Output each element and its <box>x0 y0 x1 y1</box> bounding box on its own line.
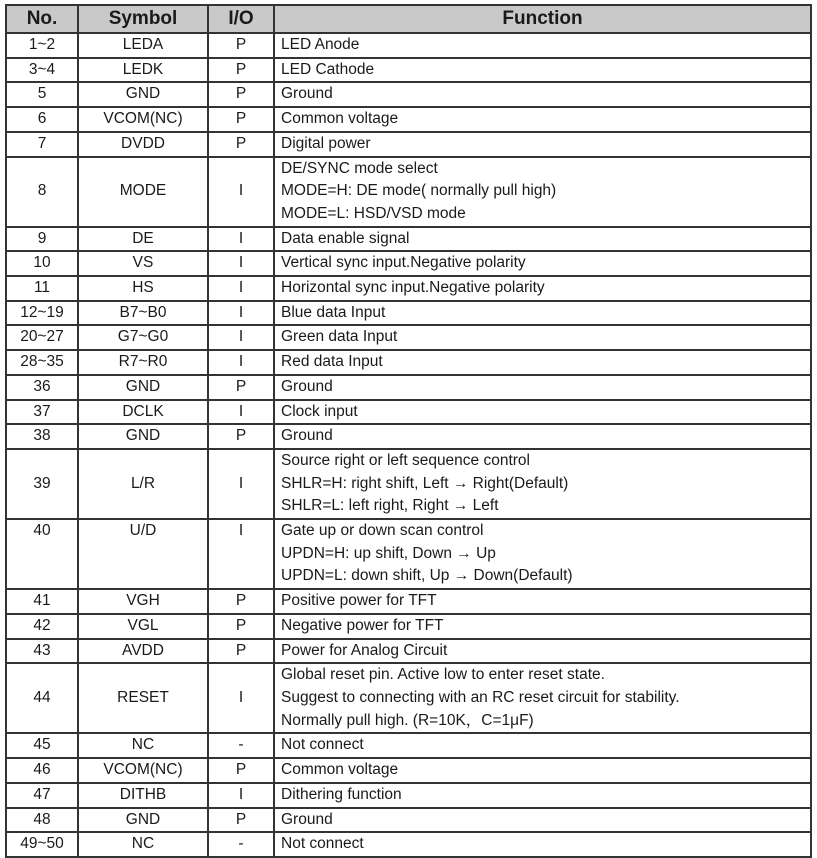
pin-number-cell: 38 <box>6 424 78 449</box>
symbol-cell: GND <box>78 82 208 107</box>
function-line: DE/SYNC mode select <box>281 159 438 177</box>
io-cell: I <box>208 325 274 350</box>
function-cell <box>274 733 811 758</box>
table-row <box>6 783 811 808</box>
table-row <box>6 325 811 350</box>
function-cell <box>274 157 811 227</box>
io-cell: I <box>208 227 274 252</box>
table-row <box>6 33 811 58</box>
function-cell <box>274 400 811 425</box>
pin-number-cell: 36 <box>6 375 78 400</box>
function-cell <box>274 58 811 83</box>
io-cell: I <box>208 519 274 589</box>
io-cell: - <box>208 733 274 758</box>
io-cell: I <box>208 350 274 375</box>
function-cell <box>274 758 811 783</box>
table-row <box>6 424 811 449</box>
table-row <box>6 157 811 227</box>
function-line: Digital power <box>281 134 371 152</box>
pin-number-cell: 3~4 <box>6 58 78 83</box>
pin-number-cell: 9 <box>6 227 78 252</box>
pin-number-cell: 41 <box>6 589 78 614</box>
pin-assignment-table <box>5 4 812 858</box>
io-cell: I <box>208 400 274 425</box>
io-cell: I <box>208 663 274 733</box>
function-line: Data enable signal <box>281 229 410 247</box>
function-cell <box>274 449 811 519</box>
header-io: I/O <box>208 5 274 33</box>
table-header-row <box>6 5 811 33</box>
pin-number-cell: 48 <box>6 808 78 833</box>
function-line: Dithering function <box>281 785 402 803</box>
symbol-cell: VGH <box>78 589 208 614</box>
symbol-cell: VCOM(NC) <box>78 107 208 132</box>
function-cell <box>274 783 811 808</box>
table-row <box>6 276 811 301</box>
symbol-cell: GND <box>78 808 208 833</box>
table-row <box>6 639 811 664</box>
function-line: Gate up or down scan control <box>281 522 484 540</box>
function-cell <box>274 107 811 132</box>
function-cell <box>274 663 811 733</box>
pin-number-cell: 5 <box>6 82 78 107</box>
pin-number-cell: 42 <box>6 614 78 639</box>
pin-number-cell: 28~35 <box>6 350 78 375</box>
function-line: LED Anode <box>281 36 360 53</box>
function-line: SHLR=H: right shift, Left → Right(Default) <box>281 474 569 492</box>
function-line: Green data Input <box>281 328 398 346</box>
pin-number-cell: 43 <box>6 639 78 664</box>
pin-number-cell: 44 <box>6 663 78 733</box>
function-cell <box>274 424 811 449</box>
io-cell: I <box>208 783 274 808</box>
io-cell: P <box>208 808 274 833</box>
function-cell <box>274 82 811 107</box>
symbol-cell: R7~R0 <box>78 350 208 375</box>
symbol-cell: NC <box>78 733 208 758</box>
function-line: MODE=H: DE mode( normally pull high) <box>281 182 557 200</box>
pin-number-cell: 39 <box>6 449 78 519</box>
function-line: Blue data Input <box>281 303 386 321</box>
io-cell: P <box>208 639 274 664</box>
symbol-cell: G7~G0 <box>78 325 208 350</box>
io-cell: P <box>208 107 274 132</box>
symbol-cell: LEDK <box>78 58 208 83</box>
io-cell: - <box>208 832 274 857</box>
function-cell <box>274 33 811 58</box>
io-cell: P <box>208 132 274 157</box>
function-line: Clock input <box>281 402 358 420</box>
pin-number-cell: 7 <box>6 132 78 157</box>
io-cell: P <box>208 58 274 83</box>
function-line: Ground <box>281 810 333 828</box>
table-row <box>6 132 811 157</box>
function-line: Suggest to connecting with an RC reset circuit for stability. <box>281 688 680 706</box>
io-cell: P <box>208 589 274 614</box>
pin-number-cell: 49~50 <box>6 832 78 857</box>
function-cell <box>274 375 811 400</box>
pin-number-cell: 12~19 <box>6 301 78 326</box>
pin-number-cell: 40 <box>6 519 78 589</box>
function-cell <box>274 614 811 639</box>
function-line: Vertical sync input.Negative polarity <box>281 254 526 272</box>
function-cell <box>274 227 811 252</box>
table-row <box>6 58 811 83</box>
pin-number-cell: 11 <box>6 276 78 301</box>
table-row <box>6 301 811 326</box>
table-row <box>6 82 811 107</box>
symbol-cell: MODE <box>78 157 208 227</box>
table-row <box>6 400 811 425</box>
io-cell: P <box>208 424 274 449</box>
io-cell: P <box>208 33 274 58</box>
table-row <box>6 808 811 833</box>
pin-number-cell: 10 <box>6 251 78 276</box>
table-row <box>6 251 811 276</box>
function-line: Source right or left sequence control <box>281 451 530 469</box>
function-line: Red data Input <box>281 353 383 371</box>
symbol-cell: NC <box>78 832 208 857</box>
function-cell <box>274 519 811 589</box>
symbol-cell: VS <box>78 251 208 276</box>
function-cell <box>274 589 811 614</box>
function-line: Power for Analog Circuit <box>281 641 448 659</box>
table-row <box>6 663 811 733</box>
symbol-cell: DVDD <box>78 132 208 157</box>
table-row <box>6 375 811 400</box>
symbol-cell: U/D <box>78 519 208 589</box>
symbol-cell: VGL <box>78 614 208 639</box>
function-line: Ground <box>281 85 333 103</box>
io-cell: P <box>208 614 274 639</box>
function-cell <box>274 325 811 350</box>
table-row <box>6 227 811 252</box>
pin-number-cell: 46 <box>6 758 78 783</box>
pin-number-cell: 6 <box>6 107 78 132</box>
io-cell: I <box>208 157 274 227</box>
symbol-cell: GND <box>78 424 208 449</box>
function-line: Ground <box>281 427 333 445</box>
function-line: Common voltage <box>281 761 399 779</box>
symbol-cell: AVDD <box>78 639 208 664</box>
function-line: UPDN=H: up shift, Down → Up <box>281 544 496 562</box>
function-line: SHLR=L: left right, Right → Left <box>281 497 499 515</box>
symbol-cell: L/R <box>78 449 208 519</box>
symbol-cell: VCOM(NC) <box>78 758 208 783</box>
pin-number-cell: 8 <box>6 157 78 227</box>
io-cell: I <box>208 301 274 326</box>
header-symbol: Symbol <box>78 5 208 33</box>
io-cell: P <box>208 375 274 400</box>
function-line: Not connect <box>281 835 364 853</box>
symbol-cell: LEDA <box>78 33 208 58</box>
function-line: UPDN=L: down shift, Up → Down(Default) <box>281 567 573 585</box>
function-line: Ground <box>281 377 333 395</box>
symbol-cell: GND <box>78 375 208 400</box>
symbol-cell: DE <box>78 227 208 252</box>
table-row <box>6 614 811 639</box>
symbol-cell: DITHB <box>78 783 208 808</box>
function-cell <box>274 639 811 664</box>
table-row <box>6 733 811 758</box>
pin-number-cell: 1~2 <box>6 33 78 58</box>
function-line: Common voltage <box>281 110 399 128</box>
table-row <box>6 350 811 375</box>
table-row <box>6 832 811 857</box>
function-cell <box>274 276 811 301</box>
table-row <box>6 519 811 589</box>
table-row <box>6 449 811 519</box>
io-cell: I <box>208 276 274 301</box>
function-cell <box>274 350 811 375</box>
symbol-cell: B7~B0 <box>78 301 208 326</box>
function-cell <box>274 301 811 326</box>
function-line: Horizontal sync input.Negative polarity <box>281 279 545 297</box>
function-line: MODE=L: HSD/VSD mode <box>281 204 466 222</box>
pin-number-cell: 20~27 <box>6 325 78 350</box>
function-line: Normally pull high. (R=10K，C=1μF) <box>281 711 534 729</box>
table-row <box>6 107 811 132</box>
function-line: Not connect <box>281 736 364 754</box>
function-cell <box>274 132 811 157</box>
pin-number-cell: 47 <box>6 783 78 808</box>
function-line: Negative power for TFT <box>281 616 444 634</box>
function-line: Positive power for TFT <box>281 592 437 610</box>
function-line: LED Cathode <box>281 60 375 78</box>
header-no: No. <box>6 5 78 33</box>
function-cell <box>274 832 811 857</box>
symbol-cell: RESET <box>78 663 208 733</box>
io-cell: P <box>208 758 274 783</box>
symbol-cell: DCLK <box>78 400 208 425</box>
pin-number-cell: 37 <box>6 400 78 425</box>
io-cell: P <box>208 82 274 107</box>
function-cell <box>274 251 811 276</box>
pin-number-cell: 45 <box>6 733 78 758</box>
table-row <box>6 589 811 614</box>
table-row <box>6 758 811 783</box>
io-cell: I <box>208 251 274 276</box>
function-line: Global reset pin. Active low to enter reset state. <box>281 666 605 684</box>
symbol-cell: HS <box>78 276 208 301</box>
function-cell <box>274 808 811 833</box>
header-function: Function <box>274 5 811 33</box>
io-cell: I <box>208 449 274 519</box>
